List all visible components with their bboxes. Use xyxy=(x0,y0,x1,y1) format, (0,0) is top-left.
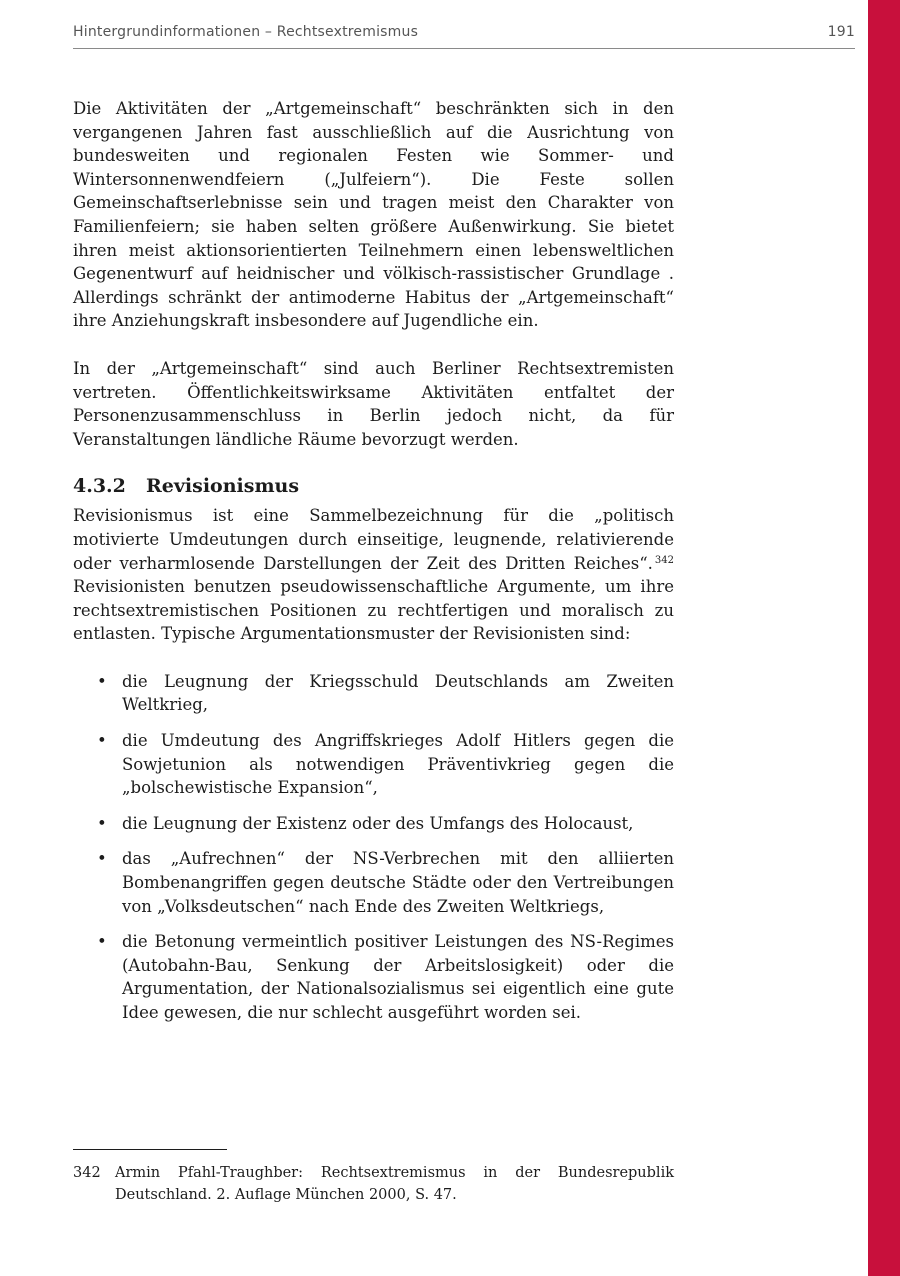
page-edge-red-bar xyxy=(868,0,900,1276)
footnote xyxy=(73,1162,674,1206)
bullet-icon: • xyxy=(97,813,107,833)
list-item xyxy=(73,729,674,800)
bullet-icon: • xyxy=(97,731,107,751)
section-title: Revisionismus xyxy=(146,475,300,498)
intro-text-part-1: Revisionismus ist eine Sammelbezeichnung für die „politisch motivierte Umdeutungen durch einseitige, leugnende, relativierende oder verharmlosende Darstellungen der Zeit des Dritten Reiches“. xyxy=(73,506,674,573)
list-item xyxy=(73,930,674,1024)
paragraph-revisionismus-intro xyxy=(73,504,674,646)
list-item xyxy=(73,847,674,918)
running-header xyxy=(73,24,855,49)
list-item-text: die Betonung vermeintlich positiver Leistungen des NS-Regimes (Autobahn-Bau, Senkung der Arbeitslosigkeit) oder die Argumentation, der Nationalsozialismus sei eigentlich eine gute Idee gewesen, die nur schlecht ausgeführt worden sei. xyxy=(122,932,674,1022)
paragraph-artgemeinschaft-berlin: In der „Artgemeinschaft“ sind auch Berliner Rechtsextremisten vertreten. Öffentlichkeitswirksame Aktivitäten entfaltet der Personenzusammenschluss in Berlin jedoch nicht, da für Veranstaltungen ländliche Räume bevorzugt werden. xyxy=(73,358,674,449)
footnote-text: Armin Pfahl-Traughber: Rechtsextremismus in der Bundesrepublik Deutschland. 2. Auflage München 2000, S. 47. xyxy=(115,1165,674,1203)
paragraph-artgemeinschaft-activities: Die Aktivitäten der „Artgemeinschaft“ beschränkten sich in den vergangenen Jahren fast ausschließlich auf die Ausrichtung von bundesweiten und regionalen Festen wie Sommer- und Wintersonnenwendfeiern („Julfeiern“). Die Feste sollen Gemeinschaftserlebnisse sein und tragen meist den Charakter von Familienfeiern; sie haben selten größere Außenwirkung. Sie bietet ihren meist aktionsorientierten Teilnehmern einen lebensweltlichen Gegenentwurf auf heidnischer und völkisch-rassistischer Grundlage . Allerdings schränkt der antimoderne Habitus der „Artgemeinschaft“ ihre Anziehungskraft insbesondere auf Jugendliche ein. xyxy=(73,99,674,331)
bullet-icon: • xyxy=(97,932,107,952)
list-item-text: die Umdeutung des Angriffskrieges Adolf Hitlers gegen die Sowjetunion als notwendigen Präventivkrieg gegen die „bolschewistische Expansion“, xyxy=(122,731,674,798)
footnote-number: 342 xyxy=(73,1165,101,1181)
list-item-text: die Leugnung der Kriegsschuld Deutschlands am Zweiten Weltkrieg, xyxy=(122,671,674,715)
main-content xyxy=(73,97,674,1037)
argumentation-pattern-list xyxy=(73,670,674,1025)
intro-text-part-2: Revisionisten benutzen pseudowissenschaftliche Argumente, um ihre rechtsextremistischen Positionen zu rechtfertigen und moralisch zu entlasten. Typische Argumentationsmuster der Revisionisten sind: xyxy=(73,577,674,644)
list-item-text: das „Aufrechnen“ der NS-Verbrechen mit den alliierten Bombenangriffen gegen deutsche Städte oder den Vertreibungen von „Volksdeutschen“ nach Ende des Zweiten Weltkriegs, xyxy=(122,849,674,916)
footnote-reference[interactable]: 342 xyxy=(654,554,674,566)
list-item-text: die Leugnung der Existenz oder des Umfangs des Holocaust, xyxy=(122,813,634,833)
bullet-icon: • xyxy=(97,671,107,691)
running-header-title: Hintergrundinformationen – Rechtsextremismus xyxy=(73,24,419,40)
footnote-divider xyxy=(73,1149,227,1150)
list-item xyxy=(73,670,674,717)
page-number: 191 xyxy=(827,24,855,40)
bullet-icon: • xyxy=(97,849,107,869)
list-item xyxy=(73,812,674,836)
section-heading xyxy=(73,474,674,498)
section-number: 4.3.2 xyxy=(73,475,126,498)
